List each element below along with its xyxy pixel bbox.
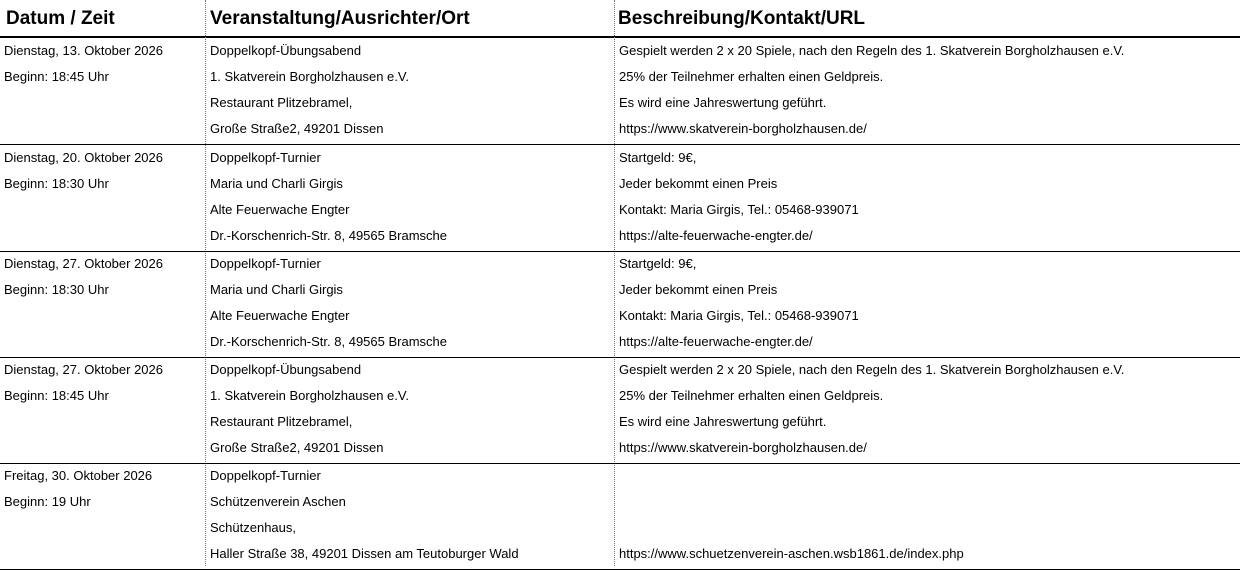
table-header — [0, 0, 1240, 38]
event-time: Beginn: 18:30 Uhr — [4, 176, 109, 191]
event-organizer: Maria und Charli Girgis — [210, 176, 343, 191]
event-url: https://www.schuetzenverein-aschen.wsb1861.de/index.php — [619, 546, 964, 561]
description-line: Es wird eine Jahreswertung geführt. — [619, 414, 827, 429]
event-date: Dienstag, 27. Oktober 2026 — [4, 362, 163, 377]
event-title: Doppelkopf-Turnier — [210, 150, 321, 165]
event-organizer: 1. Skatverein Borgholzhausen e.V. — [210, 388, 409, 403]
table-row — [0, 463, 1240, 570]
description-line: Jeder bekommt einen Preis — [619, 176, 778, 191]
table-row — [0, 251, 1240, 358]
description-line: Kontakt: Maria Girgis, Tel.: 05468-939071 — [619, 308, 859, 323]
event-address: Dr.-Korschenrich-Str. 8, 49565 Bramsche — [210, 228, 447, 243]
description-line: Jeder bekommt einen Preis — [619, 282, 778, 297]
event-venue: Alte Feuerwache Engter — [210, 202, 350, 217]
event-address: Haller Straße 38, 49201 Dissen am Teutoburger Wald — [210, 546, 519, 561]
event-date: Dienstag, 13. Oktober 2026 — [4, 43, 163, 58]
event-venue: Schützenhaus, — [210, 520, 297, 535]
event-organizer: Maria und Charli Girgis — [210, 282, 343, 297]
table-row — [0, 357, 1240, 464]
header-date-time: Datum / Zeit — [6, 8, 115, 29]
event-url: https://alte-feuerwache-engter.de/ — [619, 334, 813, 349]
description-line: 25% der Teilnehmer erhalten einen Geldpreis. — [619, 69, 884, 84]
event-time: Beginn: 18:45 Uhr — [4, 388, 109, 403]
description-line: Startgeld: 9€, — [619, 150, 697, 165]
description-line: Kontakt: Maria Girgis, Tel.: 05468-939071 — [619, 202, 859, 217]
event-address: Dr.-Korschenrich-Str. 8, 49565 Bramsche — [210, 334, 447, 349]
event-url: https://alte-feuerwache-engter.de/ — [619, 228, 813, 243]
description-line: Es wird eine Jahreswertung geführt. — [619, 95, 827, 110]
event-venue: Restaurant Plitzebramel, — [210, 95, 353, 110]
event-date: Dienstag, 27. Oktober 2026 — [4, 256, 163, 271]
event-title: Doppelkopf-Übungsabend — [210, 43, 362, 58]
event-title: Doppelkopf-Übungsabend — [210, 362, 362, 377]
event-venue: Alte Feuerwache Engter — [210, 308, 350, 323]
event-date: Dienstag, 20. Oktober 2026 — [4, 150, 163, 165]
description-line: Gespielt werden 2 x 20 Spiele, nach den Regeln des 1. Skatverein Borgholzhausen e.V. — [619, 362, 1125, 377]
table-row — [0, 38, 1240, 145]
event-address: Große Straße2, 49201 Dissen — [210, 121, 384, 136]
description-line: Gespielt werden 2 x 20 Spiele, nach den Regeln des 1. Skatverein Borgholzhausen e.V. — [619, 43, 1125, 58]
event-url: https://www.skatverein-borgholzhausen.de/ — [619, 440, 867, 455]
event-organizer: Schützenverein Aschen — [210, 494, 346, 509]
event-address: Große Straße2, 49201 Dissen — [210, 440, 384, 455]
table-row — [0, 145, 1240, 252]
description-line: 25% der Teilnehmer erhalten einen Geldpreis. — [619, 388, 884, 403]
event-date: Freitag, 30. Oktober 2026 — [4, 468, 153, 483]
event-time: Beginn: 19 Uhr — [4, 494, 91, 509]
event-time: Beginn: 18:45 Uhr — [4, 69, 109, 84]
header-description: Beschreibung/Kontakt/URL — [618, 8, 866, 29]
event-title: Doppelkopf-Turnier — [210, 468, 321, 483]
event-url: https://www.skatverein-borgholzhausen.de/ — [619, 121, 867, 136]
event-title: Doppelkopf-Turnier — [210, 256, 321, 271]
event-time: Beginn: 18:30 Uhr — [4, 282, 109, 297]
event-venue: Restaurant Plitzebramel, — [210, 414, 353, 429]
header-event: Veranstaltung/Ausrichter/Ort — [210, 8, 470, 29]
description-line: Startgeld: 9€, — [619, 256, 697, 271]
event-organizer: 1. Skatverein Borgholzhausen e.V. — [210, 69, 409, 84]
